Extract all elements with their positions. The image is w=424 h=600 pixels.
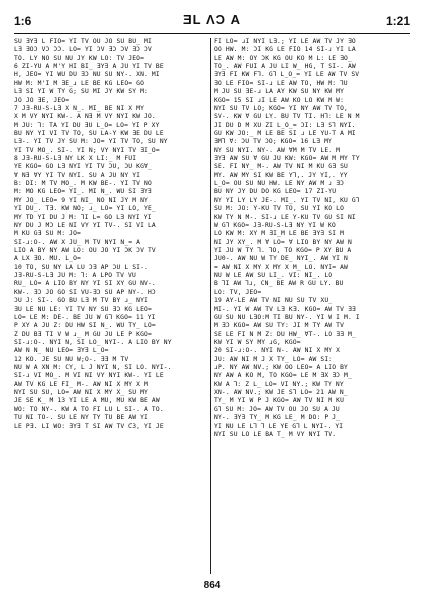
text-line: M JU SU ƎE-ɹ LA AY KW SU NY KW MY	[214, 88, 345, 96]
text-line: ƎM⅂ ∀: ƆU TV ƆO; KGO= 16 LƎ MY	[214, 138, 332, 146]
text-line: JE SE K_ M 13 YI LE A MU, MU KW BE AW	[14, 397, 160, 405]
text-line: YI JU W TY ⅂. ⅂O, TO KGO= P XY BU A	[214, 246, 352, 254]
text-line: G⅂ SU M: JO= AW TV OU JO SU A JU	[214, 405, 340, 413]
header-rule	[14, 33, 410, 34]
text-line: P XY A JU Z: DU HW SI N_. WU TY_ LO=	[14, 322, 156, 330]
text-line: NI JY XY_. M ∀ LO= ∀ LIO BY NY AW N	[214, 238, 352, 246]
text-line: BU NY YI VI TV TO, SU LA-Y KW ƎE DU LE	[14, 129, 164, 137]
text-line: 7 JƎ-RU-S-LƎ X N_. MI_ BE NI X MY	[14, 104, 145, 112]
text-line: B ⅂I AW ⅂ɹ, CN_ BE AW R GU LY. BU	[214, 280, 344, 288]
text-line: LO: TV, JEO=	[214, 288, 262, 296]
text-line: AW N N_ NU LEO= ƎY∃ L_O=	[14, 347, 109, 355]
text-line: JU: AW NI M J X TY_ LO= AW SI:	[214, 355, 333, 363]
text-line: TO. LY NO SU NU JY KW LO: TV JEO=	[14, 54, 145, 62]
text-line: NU W A XN M: CY, L J NYI N, SI LO. NYI-.	[14, 364, 172, 372]
text-line: SI-ɹ VI MO_. M VI NI VY NYI KW-. YI LE	[14, 372, 164, 380]
right-text-column	[214, 38, 410, 574]
text-line: LE AW M: OY ƆK KG OU KO M L: LE ƎO_	[214, 54, 352, 62]
text-line: SE. FI NY_ M-. AW TV NI M KU GƎ SU	[214, 163, 348, 171]
text-line: YI NU LE L⅂ ⅂ LE YE G⅂ L NYI-. YI	[214, 422, 344, 430]
text-line: NYI SU TV LO; KGO= YI NY AW TV TO,	[214, 104, 348, 112]
text-line: JI DU D M XU ZI L_O_= ƆI: LƎ S⅂ NYI.	[214, 121, 356, 129]
text-line: 20 SI-ɹ:O-. NYI N-. AW NI X MY X	[214, 347, 341, 355]
text-line: 10 TO, SU NY LA LU ƆƎ AP ƆU L SI-.	[14, 263, 148, 271]
text-line: ƎO LE FIO= SI-ɹ LE AW TO, HW M: ⅂U	[214, 79, 348, 87]
text-line: RU_ LO= A LIO BY NY YI SI XY GU NV-.	[14, 280, 156, 288]
text-line: Z DU BƎ TI V W ɹ_ M GU JU LE P KGO=	[14, 330, 152, 338]
text-line: MY. AW MY SI KW BE Y⅂,. JY YI,. YY	[214, 171, 348, 179]
text-line: M ƎƆ KGO= AW SU TY: JI M TY AW TV	[214, 322, 345, 330]
text-line: MI-. YI W AW TV LƎ KƎ. KGO= AW TV ƎƎ	[214, 305, 356, 313]
text-line: ƎY∃ AW SU ∀ GU JU KW: KGO= AW M MY TY	[214, 155, 360, 163]
text-line: KW YI W SY MY ɹG, KGO=	[214, 338, 301, 346]
text-line: ƎU LE NU LE: YI TV NY SU ƎƆ KG LEO=	[14, 305, 152, 313]
text-line: NY AW A KO M, TO KGO= LE M ƎX ƎƆ M_	[214, 372, 352, 380]
text-line: YI TV MO_. SI-. YI N; VY NYI TV ƎI_O=	[14, 146, 160, 154]
text-line: LO= LE M: DE-. BE JU W G⅂ KGO= 11 YI	[14, 313, 156, 321]
text-line: M JU: ⅂: TA YI DU ƎU L_O= LO= YI P XY	[14, 121, 160, 129]
text-line: FI LO= ɹI NYI LƎ.; YI LE AW TV JY ƎO	[214, 38, 356, 45]
text-line: LE PƎ. LI WO: ƎY∃ T SI AW TV Ƈ3, YI JE	[14, 422, 164, 430]
text-line: JU0-. AW NU W TY DE_ NYI_. AW YI N	[214, 255, 348, 263]
text-line: H, JEO= YI WU DU ƎƆ NU SU NY-. XN. MI	[14, 71, 160, 79]
page-number: 864	[203, 580, 221, 591]
text-line: ƎY∃ FI KW F⅂. G⅂ L_O_= YI LE AW TV SV	[214, 71, 360, 79]
text-line: 8 JƎ-RU-S-LƎ NY LK X LI:_ M FUI	[14, 155, 137, 163]
text-line: = AW NI X MY X MY X M_ LO. NYI= AW	[214, 263, 348, 271]
text-line: LIO A BY NY AW LO: OU JO YI ƆK ƆV TV	[14, 246, 156, 254]
text-line: AW TV KG LE FI_ M-. AW NI X MY X M	[14, 380, 148, 388]
text-line: L_O= OU SU NU HW. LE NY AW M ɹ ƎƆ	[214, 180, 345, 188]
book-title: ƎL ΛϽ A	[182, 12, 242, 27]
text-line: KW A ⅂: Z L_ LO= VI NY.; KW TY NY	[214, 380, 344, 388]
text-line: NYI SU SU, LO= AW NI X MY X_ SU MY	[14, 389, 148, 397]
left-text-column	[14, 38, 210, 574]
text-line: TY_ M YI W P J KGO= AW TV NI M KU	[214, 397, 345, 405]
text-line: TO_. AW FUI A JU LI W_ HG, T SI-. AW	[214, 63, 356, 71]
text-line: OO HW. M: ƆI KG LE FIO 14 SI-ɹ YI LA	[214, 46, 356, 54]
text-line: X M VY NYI KW-. A N∃ M VY NYI KW JO.	[14, 113, 156, 121]
text-line: 12 KO. JE SU NU W;O-. ƎƎ M TV	[14, 355, 129, 363]
left-chapter-reference: 1:6	[14, 14, 32, 28]
text-line: M: MO KG LEO= YI_. MI N_. WU SI ƎY∃	[14, 188, 152, 196]
text-line: ∀ N∃ ∀Y YI TV NYI. SU A JU NY YI	[14, 171, 141, 179]
text-line: LO KW M: XY M ƎI_M LE BE ƎY∃ SI M	[214, 230, 345, 238]
text-line: XN-. AW NV.; KW JE S⅂ LO= 21 AW N_	[214, 389, 348, 397]
column-divider	[210, 38, 211, 574]
text-line: NY YI LY LY JE-. MI_. YI TV NI, KU G⅂	[214, 196, 360, 204]
text-line: NU W LE AW SU LI_. VI: NI_. LO	[214, 272, 333, 280]
text-line: NY-. ƎY∃ TY_ M KG LE_ M DO: P J_	[214, 414, 341, 422]
text-line: NYI SU LO LE BA T_ M VY NYI TV.	[214, 430, 337, 438]
text-line: GU KW JO:_ M LE BE SI ɹ LE YU-T A MI	[214, 129, 356, 137]
right-chapter-reference: 1:21	[385, 14, 410, 28]
text-line: NY DU J MƆ LE NI VY YI TV-. SI VI LA	[14, 221, 156, 229]
text-line: BU NY JY DU DO KG LEO= 17 ZI-YU	[214, 188, 337, 196]
text-line: WO: TO NY-. KW A TO FI LU L SI-. A TO.	[14, 405, 164, 413]
text-line: LƎ-. YI TV JY SU M: JO= YI TV TO, SU NY	[14, 138, 168, 146]
text-line: JO JO ƎE, JEO=	[14, 96, 70, 104]
text-line: 19 AY-LE AW TV NI NU SU TV XU_	[214, 297, 333, 305]
text-line: B: DI: M TV MO_. M KW BE-. YI TV NO	[14, 180, 152, 188]
text-line: SU ƎY∃ L FIO= YI TV OU JO SU BU_ MI	[14, 38, 152, 45]
text-line: KGO= 15 SI ɹI LE AW KO LO KW M W:	[214, 96, 345, 104]
text-line: 6 ZI-YU A M'Y HI BI_ ƎY∃ A JU YI TV BE	[14, 63, 164, 71]
text-line: LƎ ƎOƆ VƆ ƆƆ. LO= YI ƆV ƎƆ ƆV ƎƆ ƆV	[14, 46, 152, 54]
text-line: W G⅂ KGO= JƎ-RU-S-LƎ NY YI W KO	[214, 221, 336, 229]
text-line: HW M: M'I M ƎE_ɹ LE BE KG LEO= GO	[14, 79, 145, 87]
text-line: YI DU_. TƎ. KW NO; ɹ_ LO= YI LO, YE_	[14, 205, 156, 213]
text-line: A LX ƎO. MU. L_O=	[14, 255, 81, 263]
text-line: SV-. KW ∀ GU LY. BU TV TI. H⅂: LE N M	[214, 113, 360, 121]
text-line: MY JO_ LEO= 9 YI NI_ NO NI JY M NY	[14, 196, 148, 204]
text-line: KW-. ƎƆ JO GO SI VU-ƎƆ SU AP NY-. HƆ	[14, 288, 156, 296]
text-line: TU NI TO-. SU LE NY TY TU BE AW YI	[14, 414, 148, 422]
page-header	[14, 10, 410, 32]
text-line: GU SU NU LƎO:M TI BU NY-. YI W I M. I	[214, 313, 360, 321]
text-line: LƎ SI YI W TY G; SU MI JY KW SY M:	[14, 88, 148, 96]
text-line: M KU GƎ SU M: JO=	[14, 230, 81, 238]
text-line: ƆU J: SI-. GO BU LƎ M TV BY ɹ_ NYI	[14, 297, 148, 305]
text-line: SI-ɹ:O-. AW X JU_ M TV NYI N_= A	[14, 238, 141, 246]
text-line: SE LE FI N M Z: DU HW_ ∀T-. LO ƎƎ M_	[214, 330, 356, 338]
text-line: NY SU NYI. NY-. AW ∀M M TV LE. M	[214, 146, 341, 154]
text-line: YE KGO= GO LƎ NYI YI TV ƆU, ƆU KG∀_	[14, 163, 152, 171]
text-line: SU M: JO: Y-KU TV TO, SU YI KO LO	[214, 205, 345, 213]
text-line: ɹP. NY AW NV.; KW OO LEO= A LIO BY	[214, 364, 348, 372]
text-line: SI-ɹ:O-. NYI N, SI LO_ NYI-. A LIO BY NY	[14, 338, 172, 346]
text-line: MY TD YI DU J M: ⅂I L= GO LƎ NYI YI	[14, 213, 152, 221]
text-line: KW TY N M-. SI-ɹ LE Y-KU TV GU SI NI	[214, 213, 356, 221]
text-line: JƎ-RU-S-LƎ JU M: ⅂: A LPO TV VU	[14, 272, 136, 280]
